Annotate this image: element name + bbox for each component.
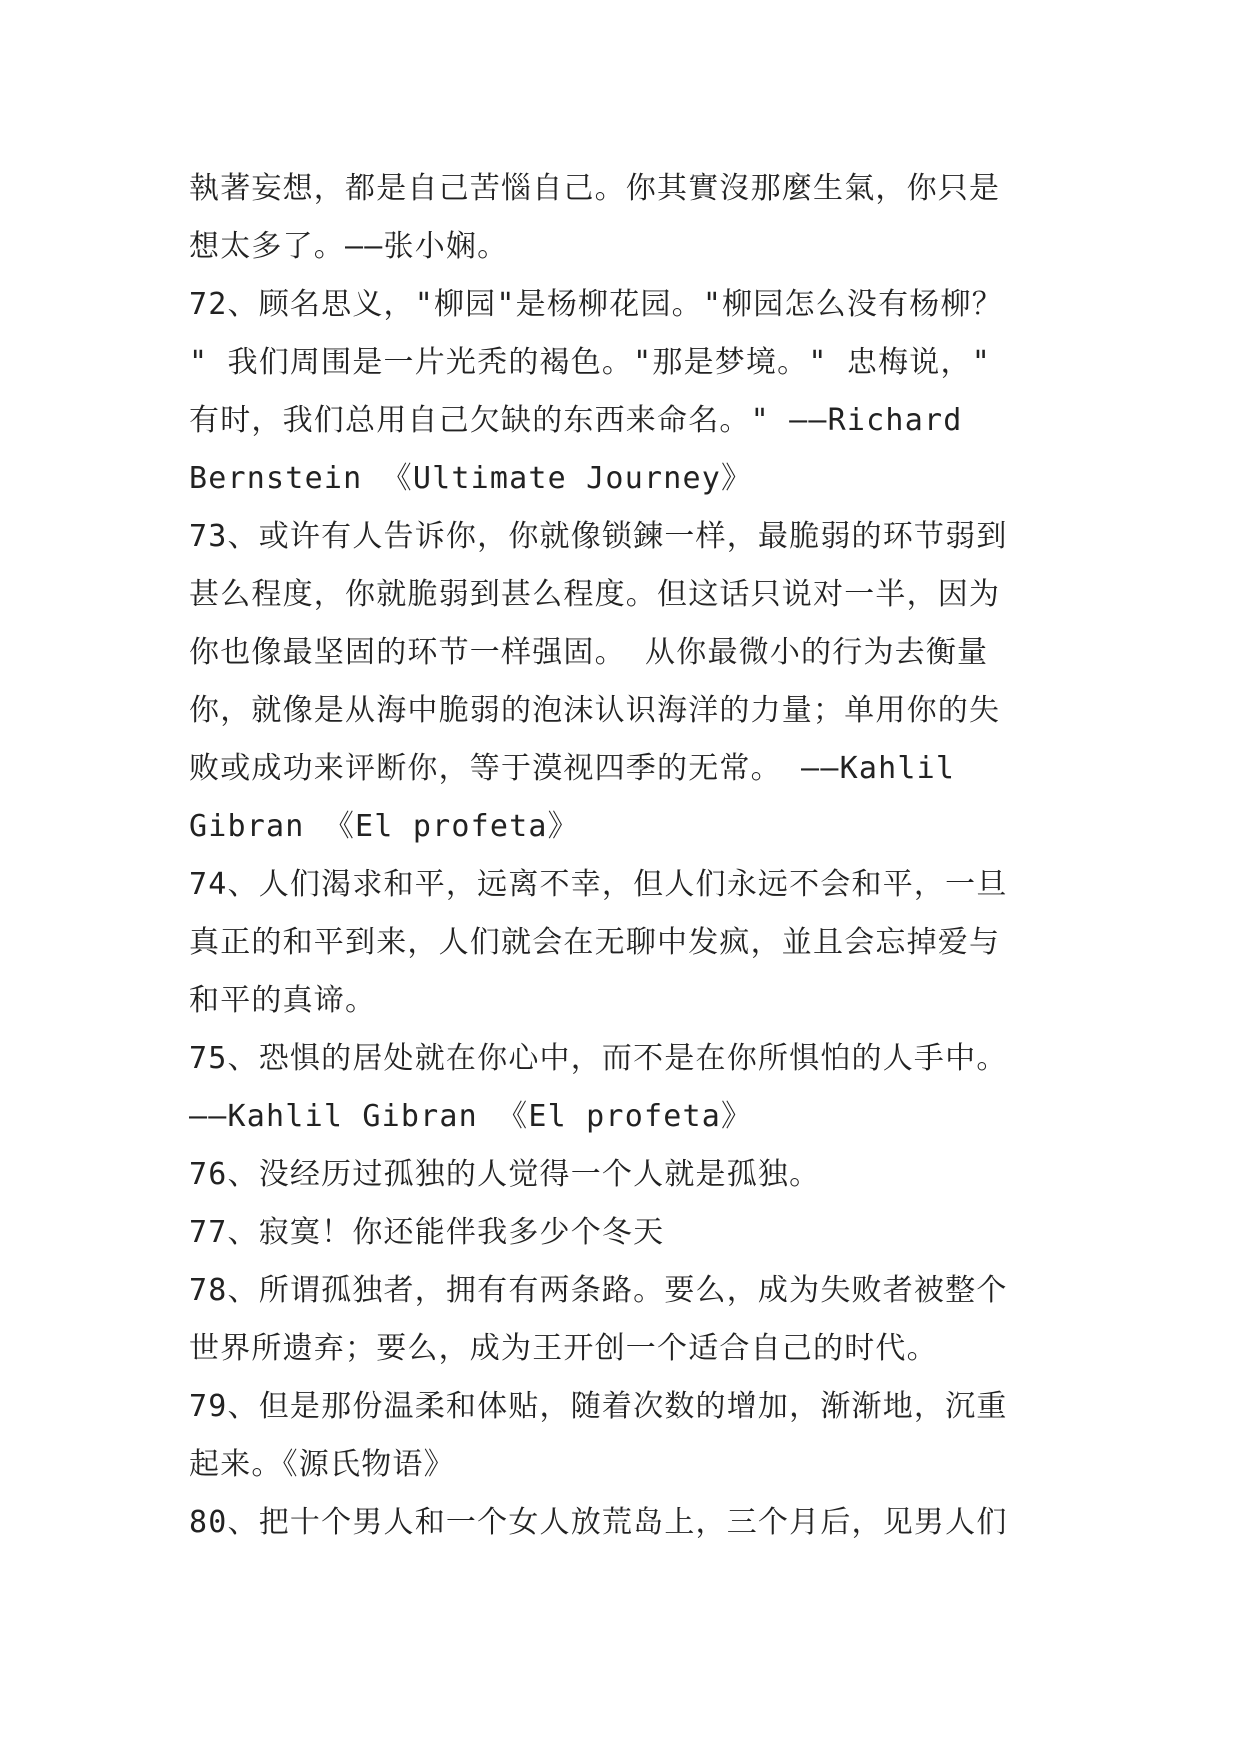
text-line: 败或成功来评断你，等于漠视四季的无常。 ——Kahlil [189,751,956,786]
text-body [189,160,1069,1552]
text-line: 你也像最坚固的环节一样强固。 从你最微小的行为去衡量 [189,635,989,670]
text-line: Gibran 《El profeta》 [189,809,579,844]
text-line: 有时，我们总用自己欠缺的东西来命名。" ——Richard [189,403,963,438]
text-line: 真正的和平到来，人们就会在无聊中发疯，並且会忘掉爱与 [189,925,1001,960]
text-line: 想太多了。——张小娴。 [189,229,509,264]
text-line: 72、顾名思义，"柳园"是杨柳花园。"柳园怎么没有杨柳？ [189,287,1003,322]
text-line: 甚么程度，你就脆弱到甚么程度。但这话只说对一半，因为 [189,577,1001,612]
text-line: 80、把十个男人和一个女人放荒岛上，三个月后，见男人们 [189,1505,1008,1540]
text-line: 74、人们渴求和平，远离不幸，但人们永远不会和平，一旦 [189,867,1008,902]
text-line: " 我们周围是一片光秃的褐色。"那是梦境。" 忠梅说，" [189,345,991,380]
text-line: 79、但是那份温柔和体贴，随着次数的增加，渐渐地，沉重 [189,1389,1008,1424]
text-line: Bernstein 《Ultimate Journey》 [189,461,753,496]
text-line: ——Kahlil Gibran 《El profeta》 [189,1099,753,1134]
text-line: 你，就像是从海中脆弱的泡沫认识海洋的力量；单用你的失 [189,693,1001,728]
text-line: 世界所遗弃；要么，成为王开创一个适合自己的时代。 [189,1331,938,1366]
text-line: 75、恐惧的居处就在你心中，而不是在你所惧怕的人手中。 [189,1041,1008,1076]
text-line: 和平的真谛。 [189,983,377,1018]
text-line: 起来。《源氏物语》 [189,1447,455,1482]
text-line: 77、寂寞！你还能伴我多少个冬天 [189,1215,665,1250]
text-line: 76、没经历过孤独的人觉得一个人就是孤独。 [189,1157,821,1192]
text-line: 執著妄想，都是自己苦惱自己。你其實沒那麼生氣，你只是 [189,171,1001,206]
text-line: 78、所谓孤独者，拥有有两条路。要么，成为失败者被整个 [189,1273,1008,1308]
text-line: 73、或许有人告诉你，你就像锁鍊一样，最脆弱的环节弱到 [189,519,1008,554]
